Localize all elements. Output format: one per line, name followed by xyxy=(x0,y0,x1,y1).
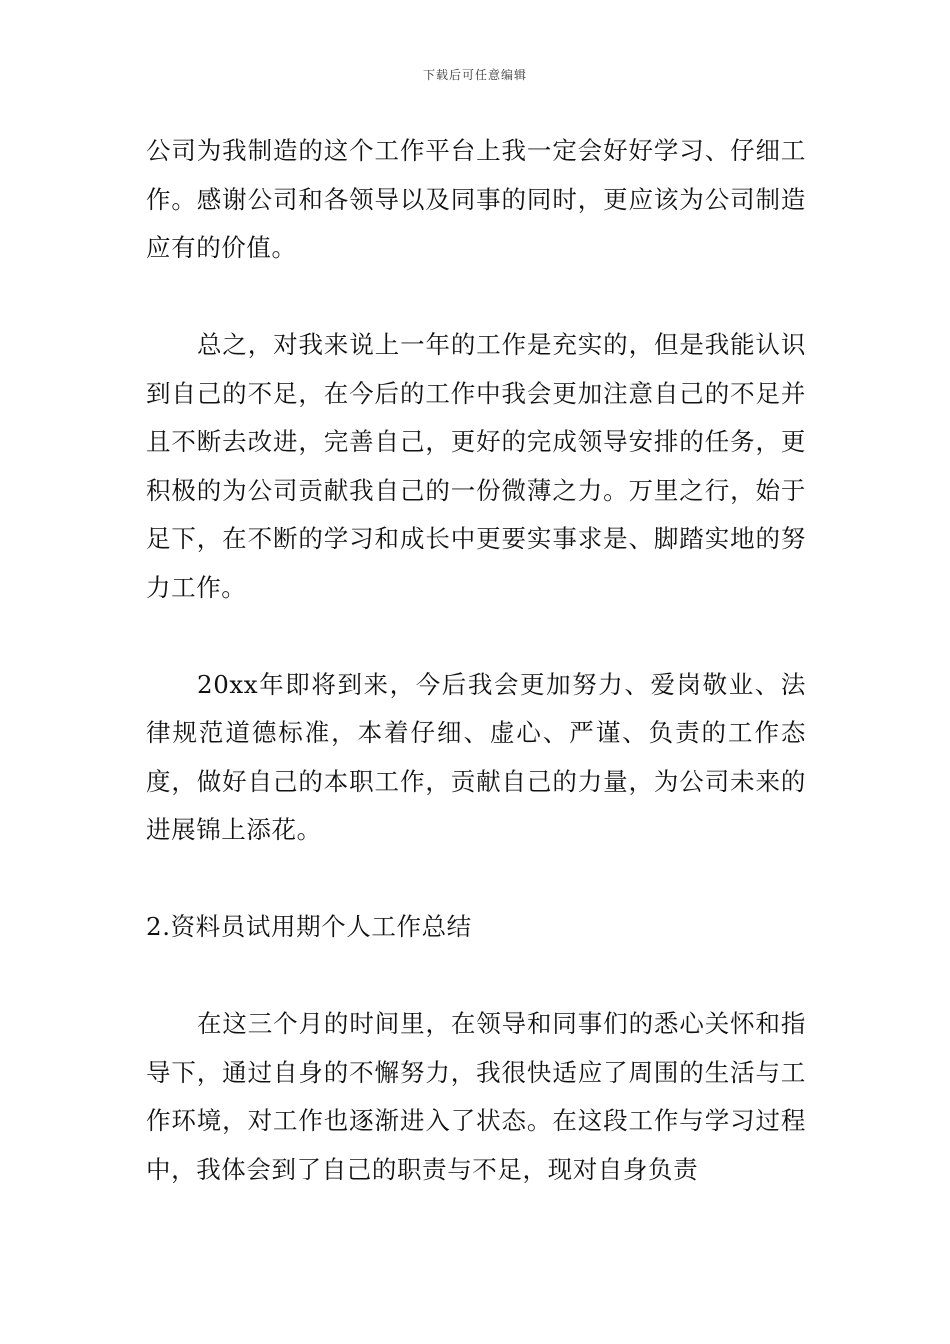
page-header: 下载后可任意编辑 xyxy=(422,68,527,82)
section-heading: 2.资料员试用期个人工作总结 xyxy=(146,912,472,941)
document-body xyxy=(146,127,806,1194)
paragraph-continued: 公司为我制造的这个工作平台上我一定会好好学习、仔细工作。感谢公司和各领导以及同事的同时，更应该为公司制造应有的价值。 xyxy=(146,136,806,262)
paragraph-summary: 总之，对我来说上一年的工作是充实的，但是我能认识到自己的不足，在今后的工作中我会更加注意自己的不足并且不断去改进，完善自己，更好的完成领导安排的任务，更积极的为公司贡献我自己的一份微薄之力。万里之行，始于足下，在不断的学习和成长中更要实事求是、脚踏实地的努力工作。 xyxy=(146,330,806,602)
paragraph-outlook: 20xx年即将到来，今后我会更加努力、爱岗敬业、法律规范道德标准，本着仔细、虚心、严谨、负责的工作态度，做好自己的本职工作，贡献自己的力量，为公司未来的进展锦上添花。 xyxy=(146,669,806,844)
paragraph-probation-intro: 在这三个月的时间里，在领导和同事们的悉心关怀和指导下，通过自身的不懈努力，我很快适应了周围的生活与工作环境，对工作也逐渐进入了状态。在这段工作与学习过程中，我体会到了自己的职责与不足，现对自身负责 xyxy=(146,1009,806,1184)
